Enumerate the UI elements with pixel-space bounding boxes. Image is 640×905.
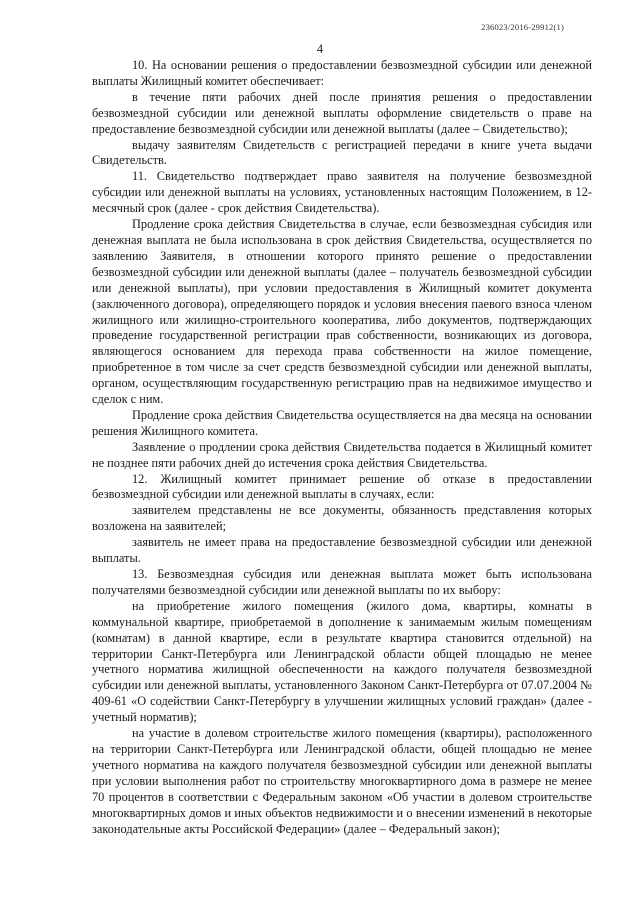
- paragraph-12-intro: 12. Жилищный комитет принимает решение об отказе в предоставлении безвозмездной субсидии или денежной выплаты в случаях, если:: [92, 471, 592, 502]
- paragraph-13-item-purchase: на приобретение жилого помещения (жилого дома, квартиры, комнаты в коммунальной квартире, приобретаемой в дополнение к занимаемым жилым помещениям (комнатам) в данной квартире, если в результате квартира становится отдельной) на территории Санкт-Петербурга или Ленинградской области общей площадью не менее учетного норматива жилищной обеспеченности на каждого получателя безвозмездной субсидии или денежной выплаты, установленного Законом Санкт-Петербурга от 07.07.2004 № 409-61 «О содействии Санкт-Петербургу в улучшении жилищных условий граждан» (далее - учетный норматив);: [92, 598, 592, 725]
- paragraph-10-item-certificates: в течение пяти рабочих дней после принятия решения о предоставлении безвозмездной субсидии или денежной выплаты оформление свидетельств о праве на предоставление безвозмездной субсидии или денежной выплаты (далее – Свидетельство);: [92, 89, 592, 136]
- paragraph-13-intro: 13. Безвозмездная субсидия или денежная выплата может быть использована получателями безвозмездной субсидии или денежной выплаты по их выбору:: [92, 567, 592, 597]
- paragraph-extension-conditions: Продление срока действия Свидетельства в случае, если безвозмездная субсидия или денежная выплата не была использована в срок действия Свидетельства, осуществляется по заявлению Заявителя, в отношении которого принято решение о предоставлении безвозмездной субсидии или денежной выплаты (далее – получатель безвозмездной субсидии или денежной выплаты), при условии предоставления в Жилищный комитет документа (заключенного договора), определяющего порядок и условия внесения паевого взноса членом жилищного или жилищно-строительного кооператива, либо документов, подтверждающих проведение государственной регистрации прав собственности, возникающих из договора, являющегося основанием для перехода права собственности на жилое помещение, приобретенное в том числе за счет средств безвозмездной субсидии или денежной выплаты, органом, осуществляющим государственную регистрацию прав на недвижимое имущество и сделок с ним.: [92, 217, 592, 407]
- paragraph-12-item-documents: заявителем представлены не все документы, обязанность представления которых возложена на заявителей;: [92, 503, 592, 534]
- paragraph-10-intro: 10. На основании решения о предоставлении безвозмездной субсидии или денежной выплаты Жилищный комитет обеспечивает:: [92, 58, 592, 88]
- page-number: 4: [316, 42, 324, 56]
- paragraph-12-item-no-right: заявитель не имеет права на предоставление безвозмездной субсидии или денежной выплаты.: [92, 535, 592, 566]
- document-body: [92, 58, 592, 837]
- paragraph-11: 11. Свидетельство подтверждает право заявителя на получение безвозмездной субсидии или денежной выплаты на условиях, установленных настоящим Положением, в 12-месячный срок (далее - срок действия Свидетельства).: [92, 169, 592, 216]
- document-number: 236023/2016-29912(1): [481, 22, 564, 32]
- paragraph-10-item-issuance: выдачу заявителям Свидетельств с регистрацией передачи в книге учета выдачи Свидетельств.: [92, 137, 592, 168]
- paragraph-extension-term: Продление срока действия Свидетельства осуществляется на два месяца на основании решения Жилищного комитета.: [92, 407, 592, 438]
- paragraph-extension-application: Заявление о продлении срока действия Свидетельства подается в Жилищный комитет не позднее пяти рабочих дней до истечения срока действия Свидетельства.: [92, 439, 592, 470]
- paragraph-13-item-shared-construction: на участие в долевом строительстве жилого помещения (квартиры), расположенного на территории Санкт-Петербурга или Ленинградской области, общей площадью не менее учетного норматива на каждого получателя безвозмездной субсидии или денежной выплаты при условии выполнения работ по строительству многоквартирного дома в размере не менее 70 процентов в соответствии с Федеральным законом «Об участии в долевом строительстве многоквартирных домов и иных объектов недвижимости и о внесении изменений в некоторые законодательные акты Российской Федерации» (далее – Федеральный закон);: [92, 726, 592, 836]
